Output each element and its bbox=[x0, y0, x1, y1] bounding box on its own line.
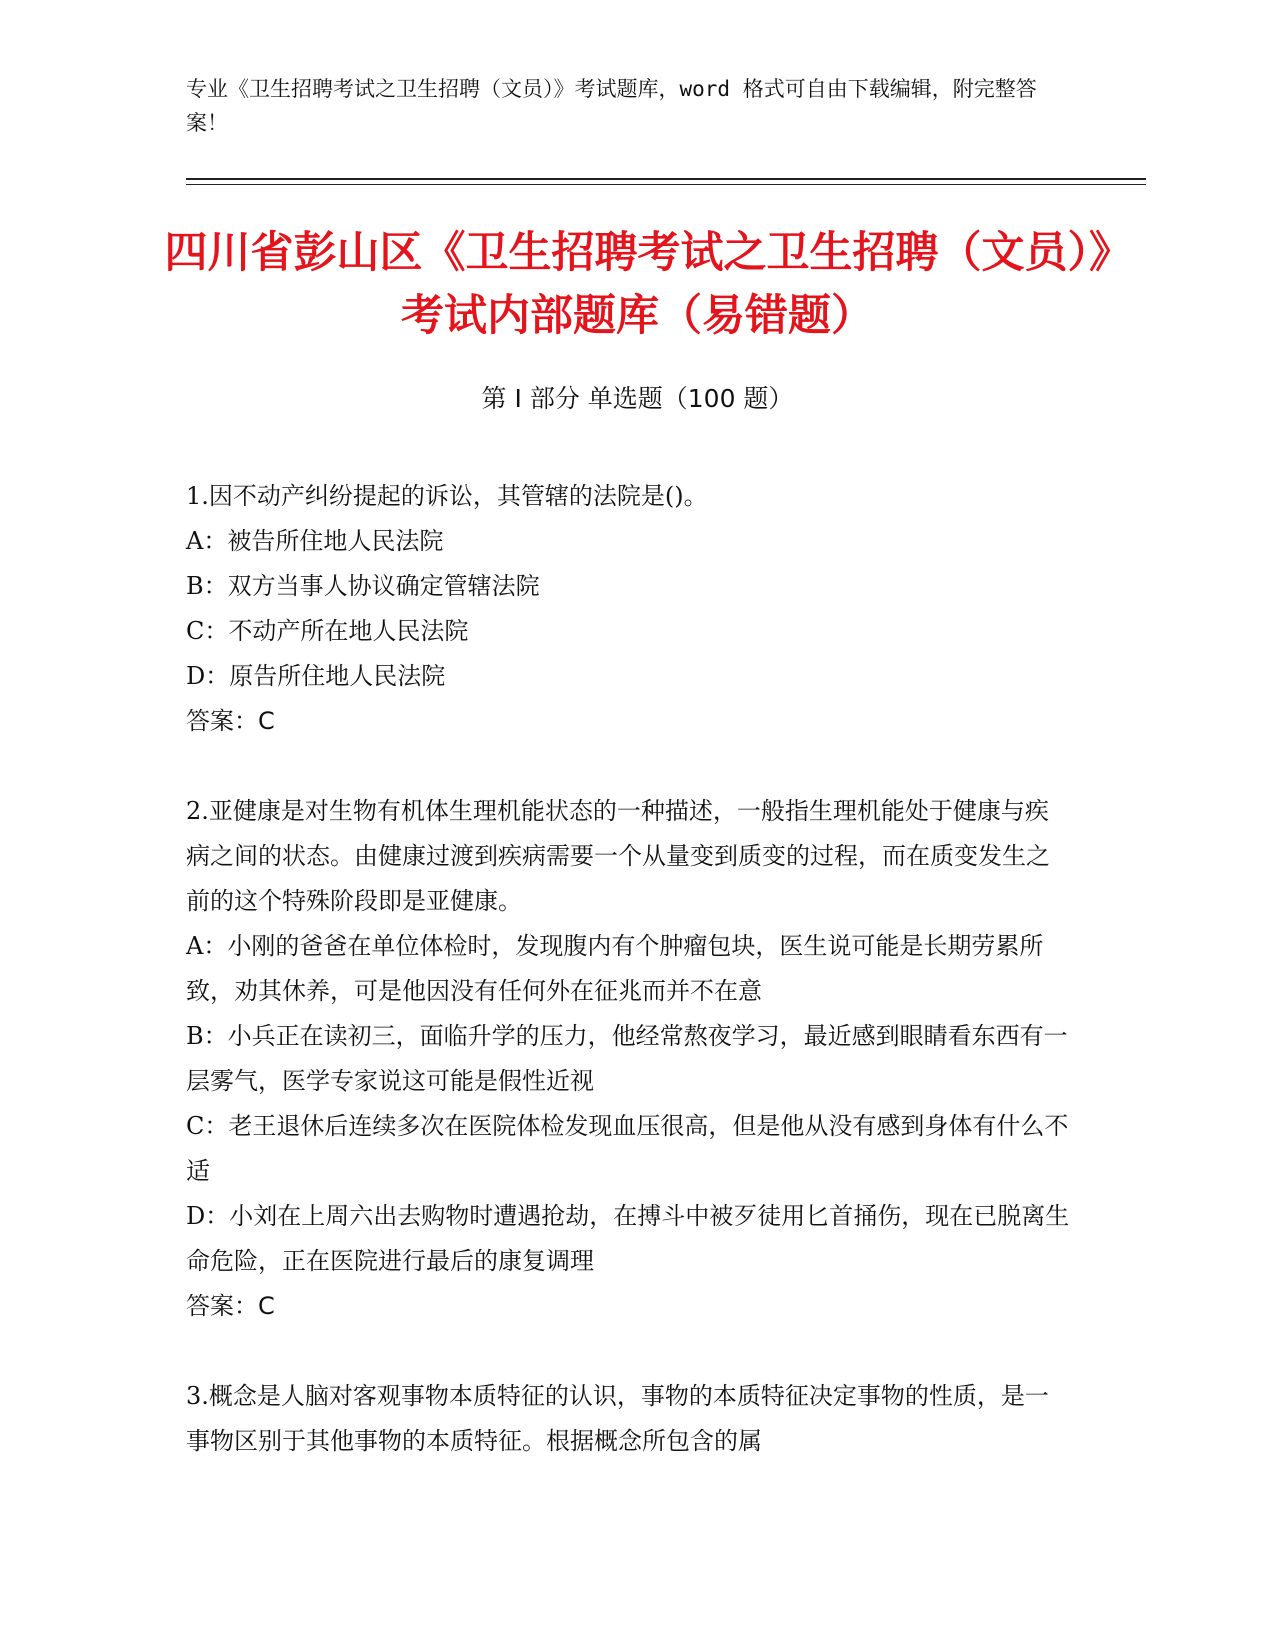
option-a: A：被告所住地人民法院 bbox=[186, 527, 444, 555]
option-b: B：小兵正在读初三，面临升学的压力，他经常熬夜学习，最近感到眼睛看东西有一层雾气，医学专家说这可能是假性近视 bbox=[186, 1022, 1068, 1095]
option-c: C：不动产所在地人民法院 bbox=[186, 617, 469, 645]
header-divider-thin bbox=[186, 184, 1146, 185]
section-heading: 第 I 部分 单选题（100 题） bbox=[481, 384, 794, 413]
option-b: B：双方当事人协议确定管辖法院 bbox=[186, 572, 540, 600]
header-note: 专业《卫生招聘考试之卫生招聘（文员）》考试题库，word 格式可自由下载编辑，附完整答案！ bbox=[186, 77, 1037, 135]
question-stem: 3.概念是人脑对客观事物本质特征的认识，事物的本质特征决定事物的性质，是一事物区别于其他事物的本质特征。根据概念所包含的属 bbox=[186, 1382, 1049, 1455]
question-2 bbox=[186, 789, 1071, 1329]
header-divider bbox=[186, 178, 1146, 180]
option-d: D：小刘在上周六出去购物时遭遇抢劫，在搏斗中被歹徒用匕首捅伤，现在已脱离生命危险，正在医院进行最后的康复调理 bbox=[186, 1202, 1070, 1275]
question-spacer bbox=[186, 744, 1071, 789]
answer: 答案：C bbox=[186, 707, 275, 735]
question-1 bbox=[186, 474, 1071, 744]
question-stem: 1.因不动产纠纷提起的诉讼，其管辖的法院是()。 bbox=[186, 482, 708, 510]
question-list bbox=[186, 474, 1071, 1464]
answer: 答案：C bbox=[186, 1292, 275, 1320]
question-stem: 2.亚健康是对生物有机体生理机能状态的一种描述，一般指生理机能处于健康与疾病之间的状态。由健康过渡到疾病需要一个从量变到质变的过程，而在质变发生之前的这个特殊阶段即是亚健康。 bbox=[186, 797, 1050, 915]
question-spacer bbox=[186, 1329, 1071, 1374]
option-c: C：老王退休后连续多次在医院体检发现血压很高，但是他从没有感到身体有什么不适 bbox=[186, 1112, 1069, 1185]
option-a: A：小刚的爸爸在单位体检时，发现腹内有个肿瘤包块，医生说可能是长期劳累所致，劝其休养，可是他因没有任何外在征兆而并不在意 bbox=[186, 932, 1044, 1005]
question-3 bbox=[186, 1374, 1071, 1464]
document-title: 四川省彭山区《卫生招聘考试之卫生招聘（文员）》考试内部题库（易错题） bbox=[164, 228, 1111, 341]
option-d: D：原告所住地人民法院 bbox=[186, 662, 446, 690]
